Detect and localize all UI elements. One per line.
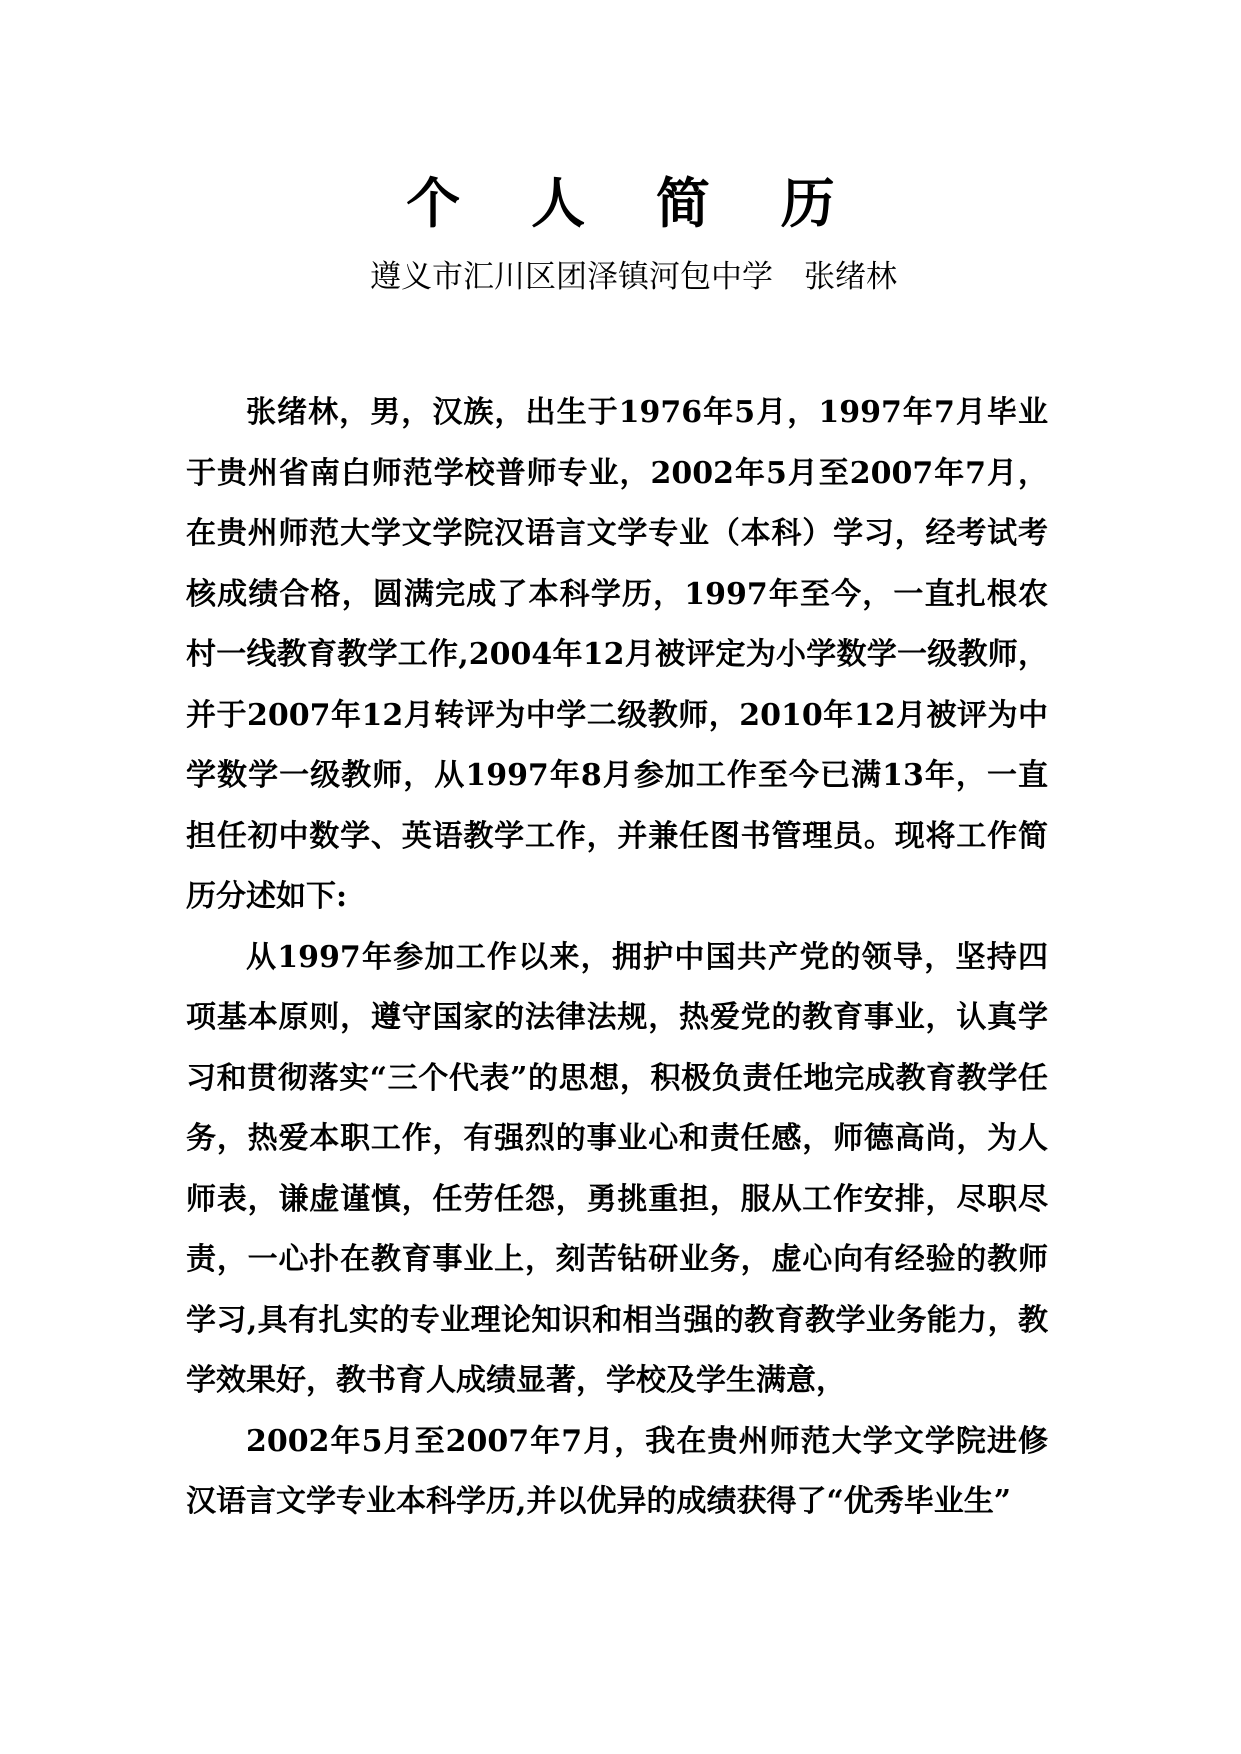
document-body bbox=[186, 383, 1048, 1533]
document-title: 个 人 简 历 bbox=[406, 171, 861, 235]
paragraph-education: 2002年5月至2007年7月，我在贵州师范大学文学院进修汉语言文学专业本科学历,并以优异的成绩获得了“优秀毕业生” bbox=[186, 1423, 1048, 1519]
paragraph-work-attitude: 从1997年参加工作以来，拥护中国共产党的领导，坚持四项基本原则，遵守国家的法律法规，热爱党的教育事业，认真学习和贯彻落实“三个代表”的思想，积极负责任地完成教育教学任务，热爱本职工作，有强烈的事业心和责任感，师德高尚，为人师表，谦虚谨慎，任劳任怨，勇挑重担，服从工作安排，尽职尽责，一心扑在教育事业上，刻苦钻研业务，虚心向有经验的教师学习,具有扎实的专业理论知识和相当强的教育教学业务能力，教学效果好，教书育人成绩显著，学校及学生满意， bbox=[186, 939, 1048, 1398]
document-subtitle: 遵义市汇川区团泽镇河包中学 张绪林 bbox=[370, 259, 897, 295]
paragraph-intro: 张绪林，男，汉族，出生于1976年5月，1997年7月毕业于贵州省南白师范学校普师专业，2002年5月至2007年7月，在贵州师范大学文学院汉语言文学专业（本科）学习，经考试考核成绩合格，圆满完成了本科学历，1997年至今，一直扎根农村一线教育教学工作,2004年12月被评定为小学数学一级教师，并于2007年12月转评为中学二级教师，2010年12月被评为中学数学一级教师，从1997年8月参加工作至今已满13年，一直担任初中数学、英语教学工作，并兼任图书管理员。现将工作简历分述如下: bbox=[186, 395, 1048, 914]
